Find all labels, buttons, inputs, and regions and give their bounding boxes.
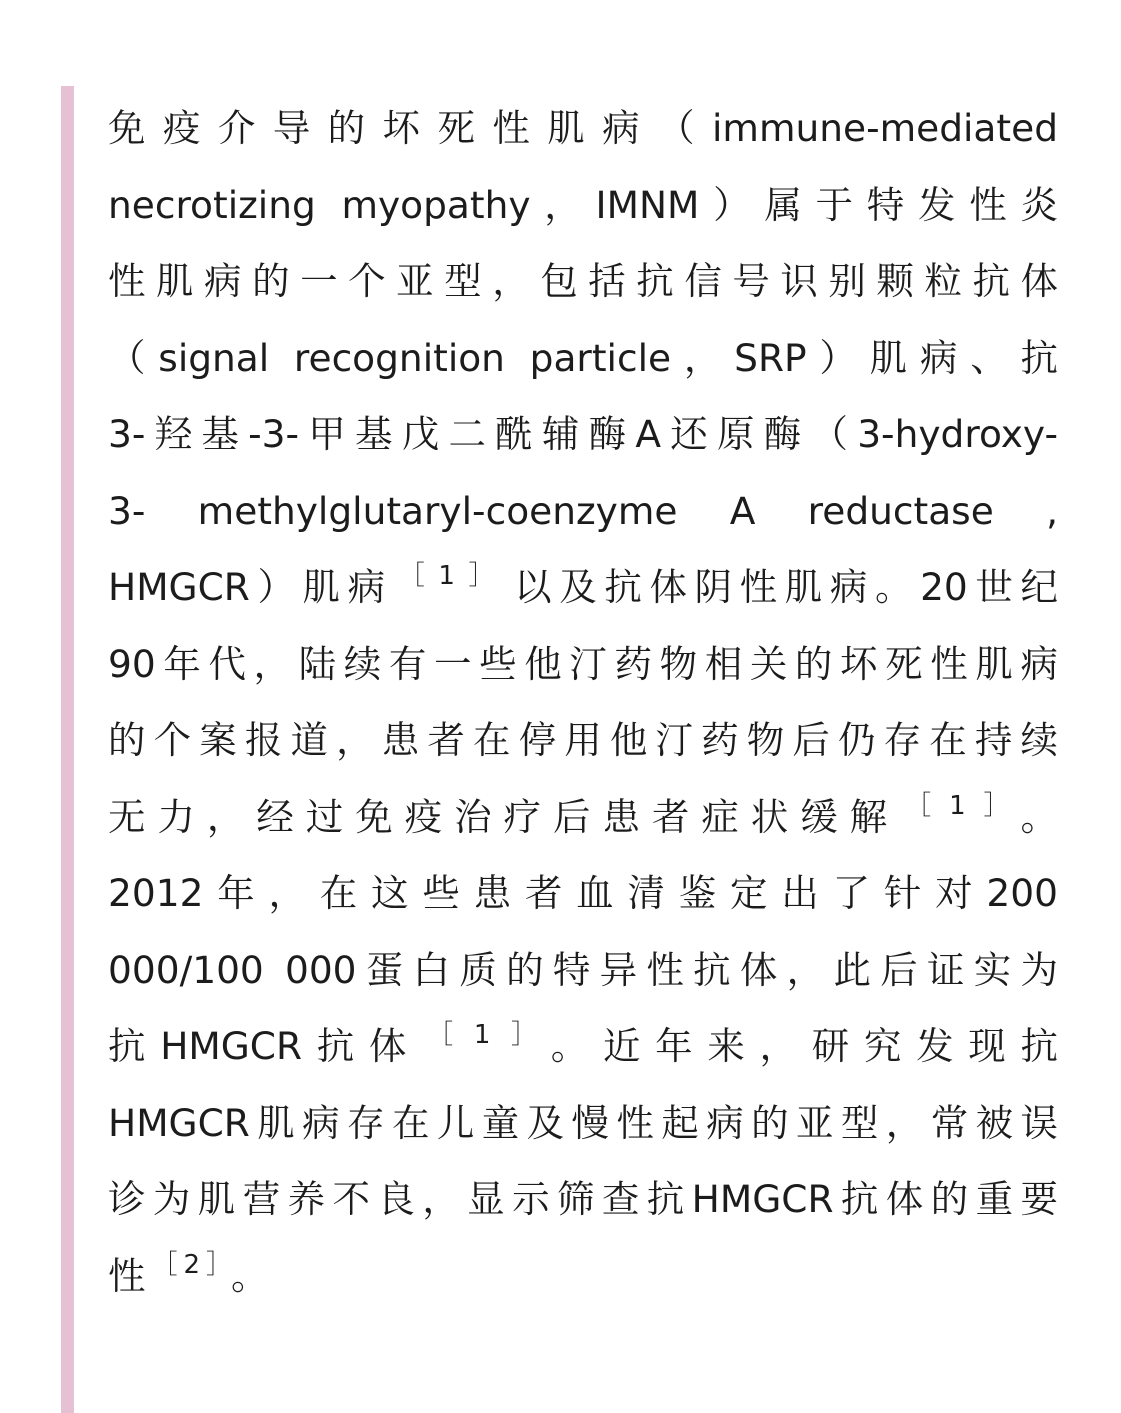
blockquote-bar: [61, 86, 74, 1413]
paragraph-line: 3-羟基-3-甲基戊二酰辅酶A还原酶（3-hydroxy-: [108, 412, 1058, 456]
line-text: 。: [1020, 794, 1059, 839]
line-text: 。近年来，研究发现抗: [550, 1024, 1058, 1068]
paragraph-line: 000/100 000蛋白质的特异性抗体，此后证实为: [108, 947, 1058, 992]
paragraph-line: [108, 779, 1058, 856]
line-text: 以及抗体阴性肌病。20世纪: [514, 565, 1059, 609]
citation-ref[interactable]: ［1］: [398, 561, 509, 591]
paragraph-line: 性肌病的一个亚型，包括抗信号识别颗粒抗体: [108, 259, 1058, 303]
paragraph-line: 2012年，在这些患者血清鉴定出了针对200: [108, 871, 1058, 915]
paragraph-line: necrotizing myopathy，IMNM）属于特发性炎: [108, 182, 1058, 227]
paragraph-line: 诊为肌营养不良，显示筛查抗HMGCR抗体的重要: [108, 1177, 1058, 1221]
paragraph-line: [108, 549, 1058, 626]
line-text: 性: [108, 1253, 146, 1298]
line-text: HMGCR）肌病: [108, 565, 393, 609]
paragraph-line: 免疫介导的坏死性肌病（immune-mediated: [108, 106, 1058, 150]
paragraph-line: [108, 1008, 1058, 1085]
line-text: 无力，经过免疫治疗后患者症状缓解: [108, 794, 900, 839]
paragraph-line: （signal recognition particle，SRP）肌病、抗: [108, 335, 1058, 380]
paragraph-line: 3- methylglutaryl-coenzyme A reductase ,: [108, 488, 1058, 533]
line-text: 。: [231, 1253, 269, 1298]
citation-ref[interactable]: ［1］: [905, 790, 1015, 821]
citation-ref[interactable]: ［1］: [427, 1020, 545, 1050]
paragraph: [108, 90, 1058, 1314]
paragraph-line: [108, 1238, 1058, 1315]
citation-ref[interactable]: ［2］: [151, 1249, 226, 1280]
paragraph-line: 90年代，陆续有一些他汀药物相关的坏死性肌病: [108, 641, 1058, 686]
paragraph-line: HMGCR肌病存在儿童及慢性起病的亚型，常被误: [108, 1100, 1058, 1145]
line-text: 抗HMGCR抗体: [108, 1024, 422, 1068]
paragraph-line: 的个案报道，患者在停用他汀药物后仍存在持续: [108, 718, 1058, 762]
